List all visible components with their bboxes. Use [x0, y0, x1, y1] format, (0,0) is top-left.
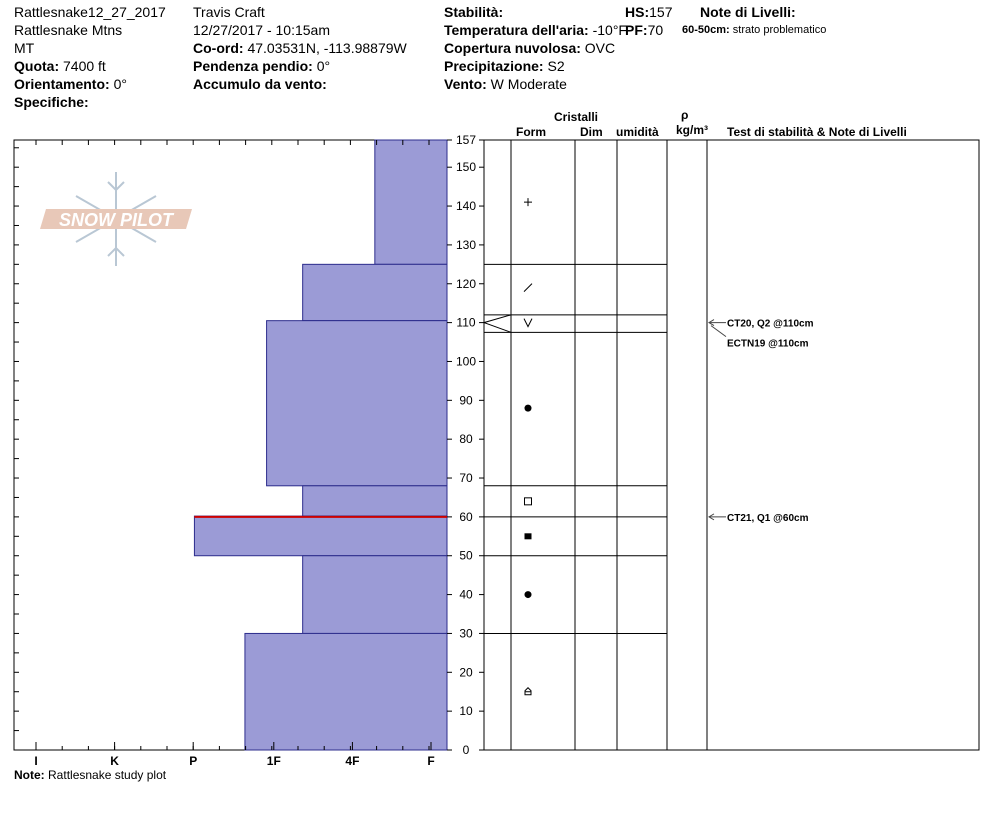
depth-tick-label: 50: [459, 548, 473, 563]
datetime: 12/27/2017 - 10:15am: [193, 22, 330, 38]
hardness-bar: [375, 140, 447, 264]
depth-tick-label: 100: [455, 354, 477, 369]
test-arrow: [711, 326, 726, 337]
hardness-bar: [267, 321, 447, 486]
filled-square-icon: [525, 533, 532, 539]
slope-label: Pendenza pendio:: [193, 58, 313, 74]
wind-value: W Moderate: [490, 76, 567, 92]
layer-note-range: 60-50cm:: [682, 24, 730, 36]
aspect-label: Orientamento:: [14, 76, 110, 92]
weak-layer-marker: [484, 315, 511, 332]
pf-label: PF:: [625, 22, 648, 38]
plus-icon: [524, 198, 532, 206]
size-header: Dim: [580, 125, 603, 139]
precip-value: S2: [547, 58, 565, 74]
wind-loading-label: Accumulo da vento:: [193, 76, 327, 92]
coord-value: 47.03531N, -113.98879W: [247, 40, 407, 56]
aspect-value: 0°: [113, 76, 127, 92]
hardness-bar: [303, 556, 447, 634]
elevation-value: 7400 ft: [63, 58, 106, 74]
hardness-tick-label: 1F: [266, 754, 281, 768]
dot-icon: [525, 591, 532, 598]
dot-icon: [525, 405, 532, 412]
depth-tick-label: 90: [459, 393, 473, 408]
depth-tick-label: 80: [459, 432, 473, 447]
depth-tick-label: 130: [455, 237, 477, 252]
hardness-tick-label: I: [34, 754, 38, 768]
coord-label: Co-ord:: [193, 40, 244, 56]
form-header: Form: [516, 125, 546, 139]
elevation-label: Quota:: [14, 58, 60, 74]
site-name: Rattlesnake12_27_2017: [14, 4, 166, 20]
depth-tick-label: 60: [459, 509, 473, 524]
pf-value: 70: [647, 22, 664, 38]
crystals-header: Cristalli: [554, 110, 599, 124]
precip-label: Precipitazione:: [444, 58, 544, 74]
layer-table-frame: [484, 140, 979, 750]
hardness-tick-label: P: [189, 754, 198, 768]
hardness-bar: [194, 516, 447, 556]
depth-tick-label: 40: [459, 587, 473, 602]
air-temp-label: Temperatura dell'aria:: [444, 22, 589, 38]
hardness-bar: [303, 264, 447, 320]
square-icon: [525, 498, 532, 505]
moisture-header: umidità: [616, 125, 659, 139]
rho-header: ρ: [681, 108, 689, 122]
stability-label: Stabilità:: [444, 4, 504, 20]
depth-tick-label: 10: [459, 704, 473, 719]
layer-notes-title: Note di Livelli:: [700, 4, 796, 20]
hs-value: 157: [649, 4, 673, 20]
depth-tick-label: 0: [462, 743, 470, 757]
logo-text: SNOW PILOT: [59, 210, 173, 230]
depth-tick-label: 120: [455, 276, 477, 291]
stability-test-label: CT21, Q1 @60cm: [727, 512, 809, 524]
range-name: Rattlesnake Mtns: [14, 22, 123, 38]
depth-hoar-icon: [525, 688, 531, 695]
slash-icon: [524, 284, 532, 292]
depth-tick-label: 150: [455, 160, 477, 175]
depth-tick-label: 140: [455, 199, 477, 214]
hardness-tick-label: F: [427, 754, 435, 768]
cloud-label: Copertura nuvolosa:: [444, 40, 581, 56]
state-name: MT: [14, 40, 35, 56]
stability-test-label: CT20, Q2 @110cm: [727, 318, 814, 330]
hardness-tick-label: 4F: [345, 754, 360, 768]
depth-tick-label: 20: [459, 665, 473, 680]
hardness-bar: [245, 633, 447, 750]
note-text: Rattlesnake study plot: [48, 768, 167, 782]
tests-notes-header: Test di stabilità & Note di Livelli: [727, 125, 907, 139]
hs-label: HS:: [625, 4, 650, 20]
observer-name: Travis Craft: [193, 4, 265, 20]
hardness-bar: [303, 486, 447, 516]
cloud-value: OVC: [584, 40, 616, 56]
note-label: Note:: [14, 768, 45, 782]
wind-label: Vento:: [444, 76, 487, 92]
air-temp-value: -10°F: [592, 22, 627, 38]
depth-tick-label: 70: [459, 471, 473, 486]
note-row: [14, 768, 166, 782]
depth-tick-label: 30: [459, 626, 473, 641]
snowpilot-logo: [40, 172, 192, 266]
specifics-label: Specifiche:: [14, 94, 89, 110]
slope-value: 0°: [316, 58, 331, 74]
hardness-tick-label: K: [110, 754, 119, 768]
depth-tick-label: 110: [456, 315, 476, 330]
depth-tick-label: 157: [455, 133, 477, 147]
stability-test-label: ECTN19 @110cm: [727, 338, 809, 350]
density-unit-header: kg/m³: [676, 123, 709, 137]
layer-note-text: strato problematico: [732, 24, 827, 36]
v-icon: [524, 319, 532, 327]
